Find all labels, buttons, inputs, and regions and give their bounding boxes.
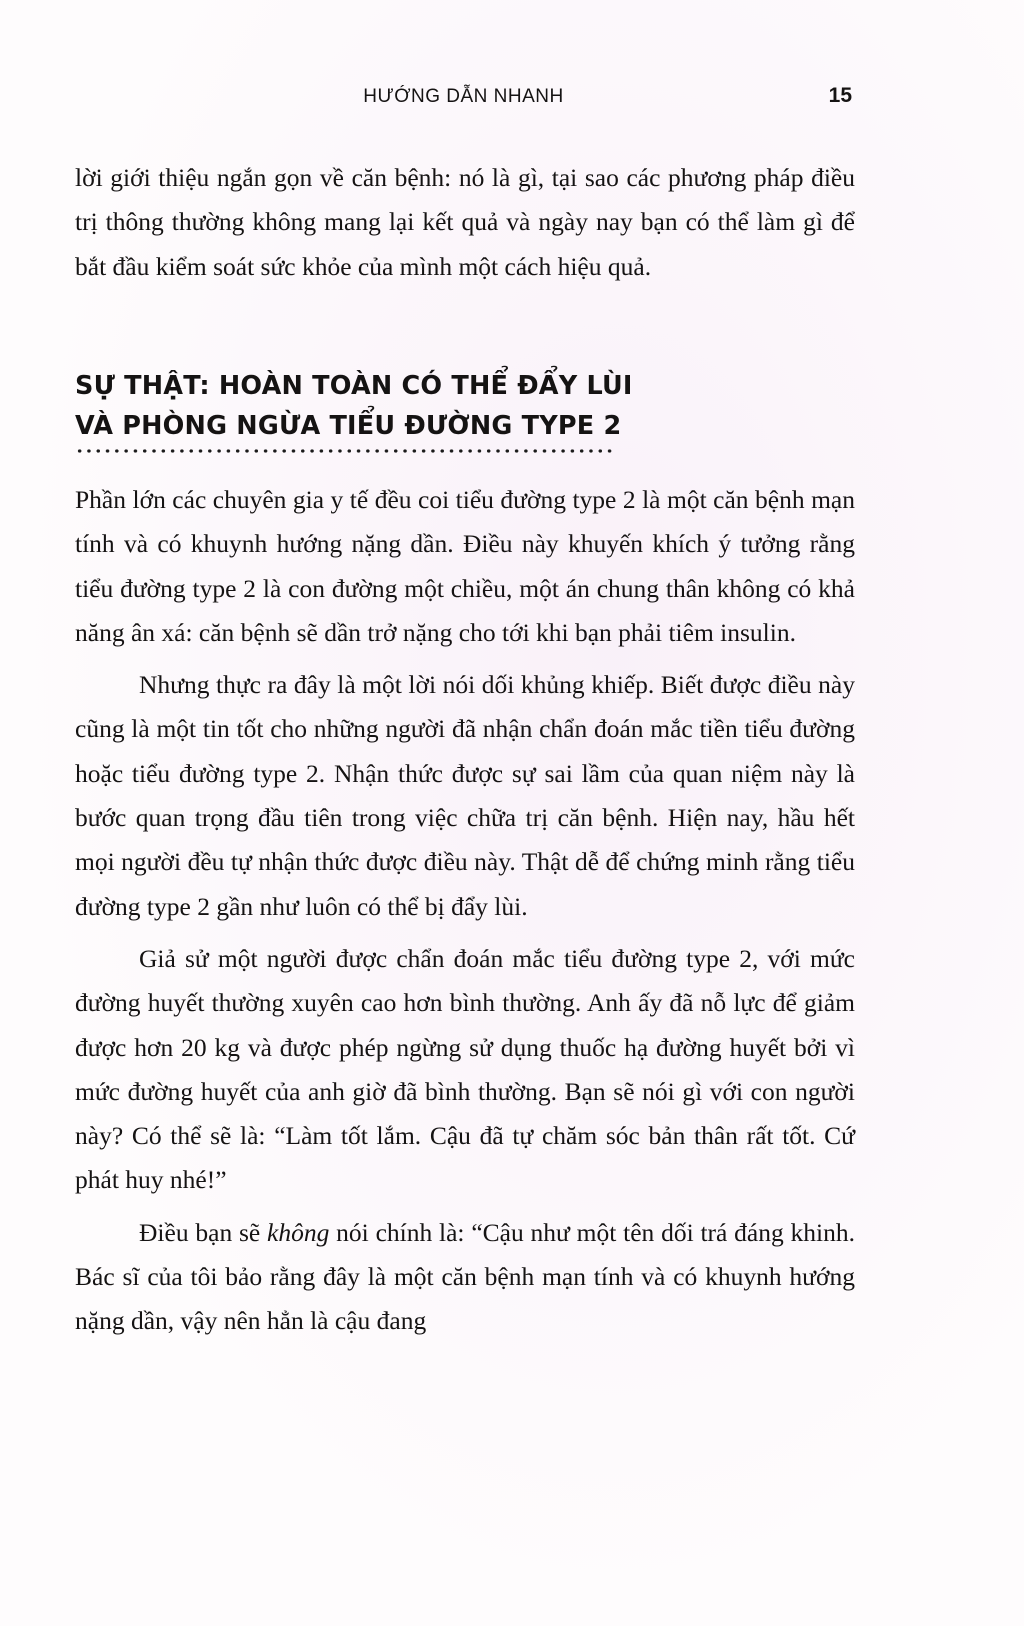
paragraph-4-rest: nói chính là: “Cậu như một tên dối trá đáng khinh. Bác sĩ của tôi bảo rằng đây là một căn bệnh mạn tính và có khuynh hướng nặng dần, vậy nên hẳn là cậu đang [75, 1217, 855, 1336]
dotted-divider [75, 449, 615, 453]
paragraph-4-lead: Điều bạn sẽ [139, 1217, 268, 1247]
section-heading-line-2: VÀ PHÒNG NGỪA TIỂU ĐƯỜNG TYPE 2 [75, 411, 622, 441]
section-body [75, 478, 855, 1344]
section-heading [75, 366, 635, 446]
section-paragraph-3: Giả sử một người được chẩn đoán mắc tiểu đường type 2, với mức đường huyết thường xuyên cao hơn bình thường. Anh ấy đã nỗ lực để giảm được hơn 20 kg và được phép ngừng sử dụng thuốc hạ đường huyết bởi vì mức đường huyết của anh giờ đã bình thường. Bạn sẽ nói gì với con người này? Có thể sẽ là: “Làm tốt lắm. Cậu đã tự chăm sóc bản thân rất tốt. Cứ phát huy nhé!” [75, 943, 855, 1195]
intro-paragraph: lời giới thiệu ngắn gọn về căn bệnh: nó là gì, tại sao các phương pháp điều trị thông thường không mang lại kết quả và ngày nay bạn có thể làm gì để bắt đầu kiểm soát sức khỏe của mình một cách hiệu quả. [75, 163, 855, 281]
intro-text-block [75, 156, 855, 289]
page-number: 15 [828, 84, 852, 107]
paragraph-spacer [75, 1203, 855, 1211]
running-title: HƯỚNG DẪN NHANH [363, 86, 564, 107]
running-header [75, 84, 852, 114]
section-heading-line-1: SỰ THẬT: HOÀN TOÀN CÓ THỂ ĐẨY LÙI [75, 371, 633, 401]
section-paragraph-1: Phần lớn các chuyên gia y tế đều coi tiểu đường type 2 là một căn bệnh mạn tính và có khuynh hướng nặng dần. Điều này khuyến khích ý tưởng rằng tiểu đường type 2 là con đường một chiều, một án chung thân không có khả năng ân xá: căn bệnh sẽ dần trở nặng cho tới khi bạn phải tiêm insulin. [75, 485, 855, 647]
paragraph-spacer [75, 929, 855, 937]
section-paragraph-2: Nhưng thực ra đây là một lời nói dối khủng khiếp. Biết được điều này cũng là một tin tốt cho những người đã nhận chẩn đoán mắc tiền tiểu đường hoặc tiểu đường type 2. Nhận thức được sự sai lầm của quan niệm này là bước quan trọng đầu tiên trong việc chữa trị căn bệnh. Hiện nay, hầu hết mọi người đều tự nhận thức được điều này. Thật dễ để chứng minh rằng tiểu đường type 2 gần như luôn có thể bị đẩy lùi. [75, 670, 855, 921]
emphasis-khong: không [267, 1217, 330, 1247]
paragraph-spacer [75, 655, 855, 663]
section-paragraph-4 [75, 1211, 855, 1344]
